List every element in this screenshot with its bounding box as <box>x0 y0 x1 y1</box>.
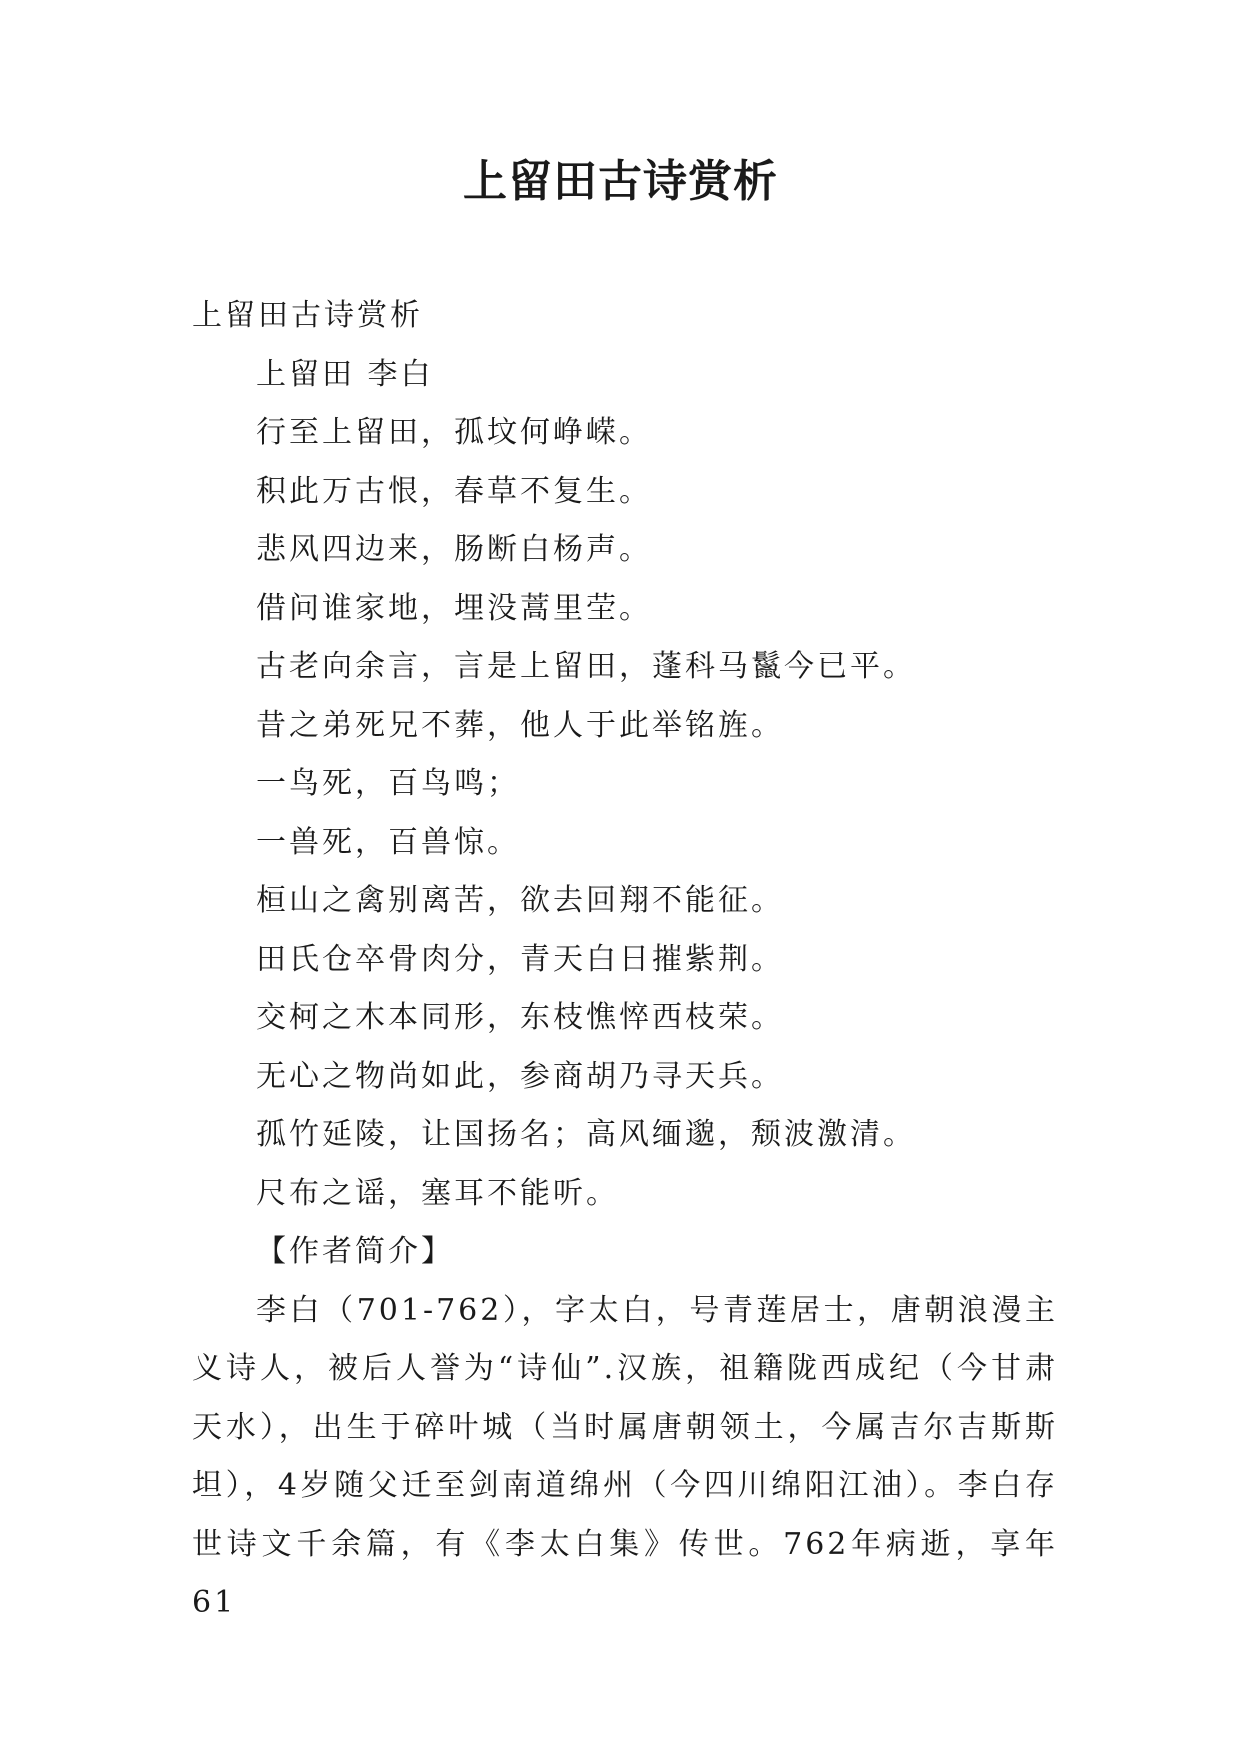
poem-line: 积此万古恨，春草不复生。 <box>256 473 652 509</box>
poem-line: 尺布之谣，塞耳不能听。 <box>256 1175 619 1211</box>
poem-line: 昔之弟死兄不葬，他人于此举铭旌。 <box>256 707 784 743</box>
poem-line: 一兽死，百兽惊。 <box>256 824 520 860</box>
document-title: 上留田古诗赏析 <box>463 156 778 207</box>
poem-heading: 上留田 李白 <box>256 356 434 392</box>
poem-line: 桓山之禽别离苦，欲去回翔不能征。 <box>256 883 784 918</box>
poem-line: 田氏仓卒骨肉分，青天白日摧紫荆。 <box>256 941 784 977</box>
poem-line: 孤竹延陵，让国扬名；高风缅邈，颓波激清。 <box>256 1117 916 1152</box>
poem-line: 悲风四边来，肠断白杨声。 <box>256 532 652 567</box>
poem-line: 古老向余言，言是上留田，蓬科马鬣今已平。 <box>256 649 916 684</box>
poem-line: 行至上留田，孤坟何峥嵘。 <box>256 415 652 450</box>
document-body <box>192 287 1058 1633</box>
poem-line: 一鸟死，百鸟鸣； <box>256 766 520 801</box>
poem-line: 无心之物尚如此，参商胡乃寻天兵。 <box>256 1058 784 1094</box>
poem-line: 借问谁家地，埋没蒿里茔。 <box>256 590 652 626</box>
author-section-heading: 【作者简介】 <box>256 1234 454 1269</box>
poem-line: 交柯之木本同形，东枝憔悴西枝荣。 <box>256 1000 784 1035</box>
author-paragraph: 李白（701-762），字太白，号青莲居士，唐朝浪漫主义诗人，被后人誉为“诗仙”.汉族，祖籍陇西成纪（今甘肃天水），出生于碎叶城（当时属唐朝领土，今属吉尔吉斯斯坦），4岁随父迁至剑南道绵州（今四川绵阳江油）。李白存世诗文千余篇，有《李太白集》传世。762年病逝，享年61 <box>192 1292 1058 1620</box>
section-subtitle: 上留田古诗赏析 <box>192 298 423 333</box>
